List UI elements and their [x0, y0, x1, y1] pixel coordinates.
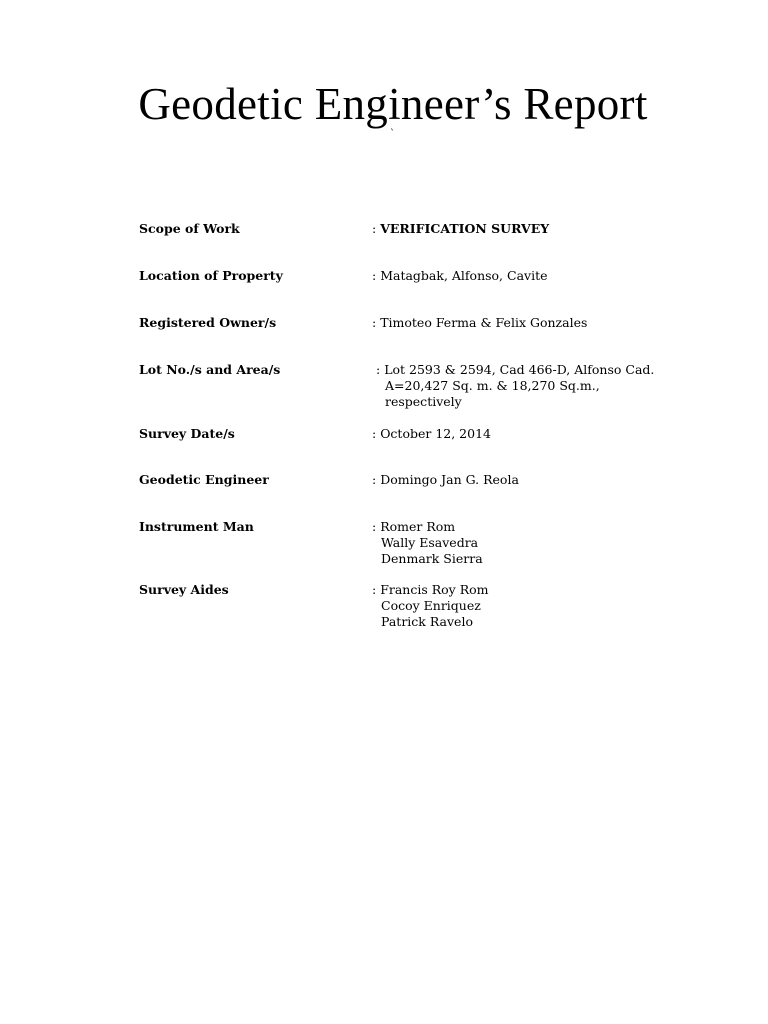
field-separator: : [372, 268, 381, 283]
field-label: Survey Date/s [139, 426, 235, 441]
field-value-line: October 12, 2014 [380, 426, 491, 441]
field-label: Scope of Work [139, 221, 240, 236]
field-separator: : [372, 426, 381, 441]
field-value-line: Timoteo Ferma & Felix Gonzales [380, 315, 588, 330]
field-value [372, 519, 483, 567]
field-separator: : [372, 472, 381, 487]
field-separator: : [372, 519, 381, 534]
field-separator: : [372, 221, 381, 236]
field-value-line: VERIFICATION SURVEY [380, 221, 550, 236]
field-value [372, 221, 549, 237]
field-value-line: Patrick Ravelo [381, 614, 473, 629]
field-value-line: Denmark Sierra [381, 551, 483, 566]
field-value-line: Francis Roy Rom [380, 582, 489, 597]
field-label: Survey Aides [139, 582, 229, 597]
field-label: Lot No./s and Area/s [139, 362, 281, 377]
field-value-line: respectively [385, 394, 462, 409]
field-label: Geodetic Engineer [139, 472, 269, 487]
field-value-line: A=20,427 Sq. m. & 18,270 Sq.m., [385, 378, 600, 393]
field-separator: : [372, 315, 381, 330]
field-label: Registered Owner/s [139, 315, 277, 330]
field-value-line: Wally Esavedra [381, 535, 479, 550]
field-label: Location of Property [139, 268, 283, 283]
field-separator: : [372, 582, 381, 597]
field-value [376, 362, 654, 410]
field-value [372, 426, 491, 442]
field-value [372, 582, 489, 630]
stray-mark: ` [390, 129, 395, 140]
field-separator: : [376, 362, 385, 377]
field-value-line: Matagbak, Alfonso, Cavite [380, 268, 548, 283]
field-label: Instrument Man [139, 519, 254, 534]
field-value-line: Lot 2593 & 2594, Cad 466-D, Alfonso Cad. [384, 362, 655, 377]
field-value [372, 268, 548, 284]
field-value [372, 472, 519, 488]
field-value-line: Cocoy Enriquez [381, 598, 481, 613]
report-title: Geodetic Engineer’s Report [138, 79, 648, 129]
field-value-line: Domingo Jan G. Reola [380, 472, 519, 487]
field-value [372, 315, 587, 331]
field-value-line: Romer Rom [380, 519, 456, 534]
